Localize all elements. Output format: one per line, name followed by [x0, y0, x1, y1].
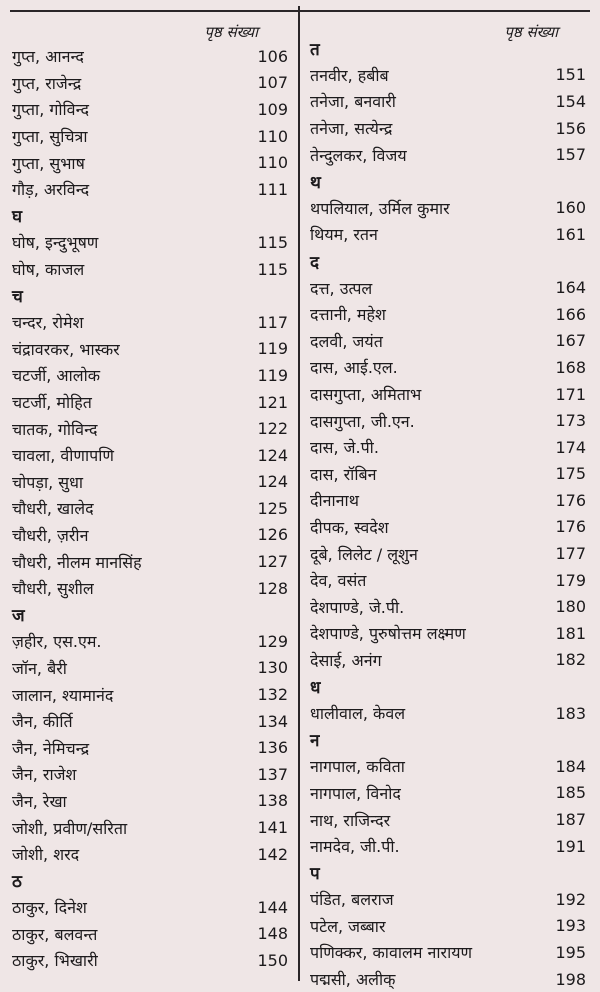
- entry-name: नागपाल, विनोद: [310, 783, 401, 803]
- entry-name: जोशी, शरद: [12, 845, 80, 865]
- entry-page-number: 166: [555, 304, 586, 324]
- entry-page-number: 124: [257, 445, 288, 465]
- entry-page-number: 191: [555, 836, 586, 856]
- index-entry: [310, 141, 586, 168]
- entry-name: दास, आई.एल.: [310, 358, 398, 378]
- entry-name: जैन, नेमिचन्द्र: [12, 738, 90, 758]
- entry-page-number: 181: [555, 623, 586, 643]
- entry-page-number: 177: [555, 544, 586, 564]
- entry-page-number: 176: [555, 517, 586, 537]
- entry-name: चौधरी, खालेद: [12, 499, 94, 519]
- entry-page-number: 168: [555, 357, 586, 377]
- entry-page-number: 182: [555, 650, 586, 670]
- index-entry: [310, 195, 586, 222]
- entry-name: चौधरी, नीलम मानसिंह: [12, 552, 142, 572]
- entry-name: गुप्त, आनन्द: [12, 47, 84, 67]
- index-entry: [12, 814, 288, 841]
- entry-page-number: 111: [257, 179, 288, 199]
- index-entry: [12, 522, 288, 549]
- entry-page-number: 150: [257, 950, 288, 970]
- index-entry: [310, 966, 586, 992]
- entry-name: दूबे, लिलेट / लूशुन: [310, 544, 418, 564]
- entry-name: थियम, रतन: [310, 225, 378, 245]
- entry-page-number: 134: [257, 711, 288, 731]
- entry-name: देशपाण्डे, जे.पी.: [310, 597, 405, 617]
- index-entry: [12, 43, 288, 70]
- page-number-header: पृष्ठ संख्या: [504, 23, 558, 41]
- index-entry: [12, 708, 288, 735]
- entry-page-number: 171: [555, 384, 586, 404]
- index-entry: [12, 149, 288, 176]
- index-entry: [12, 176, 288, 203]
- entry-page-number: 185: [555, 783, 586, 803]
- entry-page-number: 198: [555, 969, 586, 989]
- index-entry: [12, 309, 288, 336]
- entry-name: दासगुप्ता, अमिताभ: [310, 385, 422, 405]
- section-letter-label: त: [310, 39, 320, 60]
- index-entry: [310, 939, 586, 966]
- index-entry: [12, 894, 288, 921]
- entry-page-number: 138: [257, 791, 288, 811]
- entry-name: देव, वसंत: [310, 571, 367, 591]
- index-entry: [310, 780, 586, 807]
- entry-name: नामदेव, जी.पी.: [310, 837, 400, 857]
- section-letter-label: प: [310, 864, 320, 885]
- index-entry: [12, 469, 288, 496]
- entry-name: दास, रॉबिन: [310, 464, 377, 484]
- entry-page-number: 125: [257, 498, 288, 518]
- entry-name: गुप्ता, सुचित्रा: [12, 127, 88, 147]
- section-letter: [12, 601, 288, 628]
- entry-name: थपलियाल, उर्मिल कुमार: [310, 198, 450, 218]
- entry-page-number: 119: [257, 365, 288, 385]
- entry-name: ठाकुर, भिखारी: [12, 951, 98, 971]
- entry-name: चावला, वीणापणि: [12, 446, 114, 466]
- index-entry: [310, 753, 586, 780]
- index-entry: [310, 221, 586, 248]
- entry-name: दीपक, स्वदेश: [310, 517, 389, 537]
- entry-name: जैन, रेखा: [12, 791, 67, 811]
- entry-name: जैन, कीर्ति: [12, 712, 73, 732]
- entry-page-number: 136: [257, 738, 288, 758]
- entry-page-number: 154: [555, 91, 586, 111]
- entry-name: दत्तानी, महेश: [310, 305, 386, 325]
- index-entry: [310, 540, 586, 567]
- entry-page-number: 176: [555, 490, 586, 510]
- section-letter-label: ज: [12, 606, 25, 627]
- section-letter: [12, 203, 288, 230]
- entry-page-number: 174: [555, 437, 586, 457]
- index-list: [12, 43, 288, 974]
- section-letter: [12, 867, 288, 894]
- entry-page-number: 132: [257, 685, 288, 705]
- section-letter: [310, 248, 586, 275]
- index-entry: [310, 620, 586, 647]
- index-entry: [12, 70, 288, 97]
- entry-page-number: 161: [555, 224, 586, 244]
- entry-name: जॉन, बैरी: [12, 658, 67, 678]
- entry-name: ज़हीर, एस.एम.: [12, 632, 102, 652]
- index-entry: [12, 389, 288, 416]
- index-entry: [310, 461, 586, 488]
- section-letter: [310, 859, 586, 886]
- entry-name: दीनानाथ: [310, 491, 359, 511]
- entry-page-number: 157: [555, 145, 586, 165]
- index-entry: [12, 681, 288, 708]
- index-entry: [310, 88, 586, 115]
- index-entry: [310, 487, 586, 514]
- entry-page-number: 187: [555, 810, 586, 830]
- section-letter-label: ठ: [12, 872, 22, 893]
- index-entry: [310, 833, 586, 860]
- entry-name: चन्दर, रोमेश: [12, 313, 84, 333]
- section-letter-label: ध: [310, 678, 321, 699]
- index-entry: [310, 886, 586, 913]
- entry-name: गुप्त, राजेन्द्र: [12, 73, 82, 93]
- section-letter: [310, 168, 586, 195]
- entry-page-number: 117: [257, 312, 288, 332]
- entry-name: चौधरी, ज़रीन: [12, 525, 89, 545]
- entry-name: नाथ, राजिन्दर: [310, 810, 391, 830]
- index-entry: [12, 442, 288, 469]
- index-entry: [12, 788, 288, 815]
- index-entry: [12, 575, 288, 602]
- entry-page-number: 167: [555, 331, 586, 351]
- entry-page-number: 173: [555, 411, 586, 431]
- column-divider: [298, 6, 300, 981]
- index-entry: [310, 328, 586, 355]
- entry-page-number: 128: [257, 578, 288, 598]
- index-entry: [12, 761, 288, 788]
- entry-name: घोष, काजल: [12, 260, 85, 280]
- entry-name: पंडित, बलराज: [310, 890, 394, 910]
- entry-page-number: 122: [257, 419, 288, 439]
- index-entry: [12, 548, 288, 575]
- entry-page-number: 148: [257, 924, 288, 944]
- index-entry: [12, 655, 288, 682]
- entry-name: तनेजा, बनवारी: [310, 92, 396, 112]
- entry-page-number: 193: [555, 916, 586, 936]
- index-entry: [310, 62, 586, 89]
- entry-page-number: 160: [555, 198, 586, 218]
- entry-name: पणिक्कर, कावालम नारायण: [310, 943, 473, 963]
- index-entry: [12, 628, 288, 655]
- entry-page-number: 179: [555, 570, 586, 590]
- entry-page-number: 115: [257, 259, 288, 279]
- entry-page-number: 121: [257, 392, 288, 412]
- entry-name: चंद्रावरकर, भास्कर: [12, 339, 120, 359]
- entry-page-number: 142: [257, 844, 288, 864]
- entry-name: जालान, श्यामानंद: [12, 685, 114, 705]
- entry-name: ठाकुर, बलवन्त: [12, 924, 98, 944]
- entry-page-number: 180: [555, 597, 586, 617]
- entry-page-number: 195: [555, 942, 586, 962]
- entry-page-number: 107: [257, 73, 288, 93]
- entry-name: गुप्ता, गोविन्द: [12, 100, 90, 120]
- entry-page-number: 106: [257, 46, 288, 66]
- index-entry: [310, 407, 586, 434]
- section-letter-label: च: [12, 287, 23, 308]
- index-entry: [310, 700, 586, 727]
- entry-page-number: 141: [257, 818, 288, 838]
- index-entry: [12, 123, 288, 150]
- entry-name: घोष, इन्दुभूषण: [12, 233, 99, 253]
- entry-name: चटर्जी, मोहित: [12, 393, 92, 413]
- index-entry: [310, 301, 586, 328]
- index-entry: [12, 362, 288, 389]
- entry-name: ठाकुर, दिनेश: [12, 898, 87, 918]
- entry-page-number: 137: [257, 764, 288, 784]
- index-entry: [310, 274, 586, 301]
- index-entry: [310, 647, 586, 674]
- entry-name: देशपाण्डे, पुरुषोत्तम लक्ष्मण: [310, 624, 466, 644]
- entry-page-number: 124: [257, 472, 288, 492]
- entry-name: जोशी, प्रवीण/सरिता: [12, 818, 128, 838]
- index-entry: [310, 593, 586, 620]
- entry-name: गुप्ता, सुभाष: [12, 153, 85, 173]
- entry-page-number: 183: [555, 703, 586, 723]
- entry-page-number: 109: [257, 99, 288, 119]
- entry-page-number: 192: [555, 889, 586, 909]
- entry-name: दास, जे.पी.: [310, 438, 379, 458]
- entry-name: दत्त, उत्पल: [310, 278, 373, 298]
- entry-name: तेन्दुलकर, विजय: [310, 145, 407, 165]
- entry-page-number: 151: [555, 65, 586, 85]
- entry-page-number: 110: [257, 126, 288, 146]
- section-letter: [310, 726, 586, 753]
- section-letter-label: न: [310, 731, 320, 752]
- entry-name: गौड़, अरविन्द: [12, 180, 90, 200]
- index-entry: [310, 806, 586, 833]
- entry-page-number: 129: [257, 631, 288, 651]
- entry-name: धालीवाल, केवल: [310, 704, 406, 724]
- entry-page-number: 126: [257, 525, 288, 545]
- entry-name: दलवी, जयंत: [310, 331, 383, 351]
- entry-name: जैन, राजेश: [12, 765, 77, 785]
- section-letter: [310, 35, 586, 62]
- page-number-header: पृष्ठ संख्या: [204, 23, 258, 41]
- index-entry: [310, 115, 586, 142]
- index-entry: [310, 381, 586, 408]
- index-entry: [12, 229, 288, 256]
- index-entry: [12, 256, 288, 283]
- entry-name: चातक, गोविन्द: [12, 419, 98, 439]
- index-entry: [12, 336, 288, 363]
- index-entry: [12, 921, 288, 948]
- index-entry: [12, 947, 288, 974]
- entry-name: पद्मसी, अलीक्: [310, 970, 396, 990]
- entry-page-number: 115: [257, 232, 288, 252]
- entry-page-number: 184: [555, 756, 586, 776]
- index-entry: [12, 495, 288, 522]
- index-entry: [12, 734, 288, 761]
- index-entry: [310, 434, 586, 461]
- section-letter: [12, 282, 288, 309]
- entry-name: नागपाल, कविता: [310, 757, 405, 777]
- entry-name: दासगुप्ता, जी.एन.: [310, 411, 415, 431]
- section-letter-label: द: [310, 252, 320, 273]
- index-entry: [12, 415, 288, 442]
- entry-page-number: 127: [257, 552, 288, 572]
- entry-page-number: 164: [555, 278, 586, 298]
- index-entry: [310, 913, 586, 940]
- section-letter-label: घ: [12, 207, 23, 228]
- index-entry: [310, 514, 586, 541]
- entry-page-number: 130: [257, 658, 288, 678]
- entry-name: देसाई, अनंग: [310, 650, 382, 670]
- entry-page-number: 119: [257, 339, 288, 359]
- index-entry: [12, 841, 288, 868]
- entry-name: पटेल, जब्बार: [310, 916, 386, 936]
- top-rule: [10, 10, 590, 12]
- entry-page-number: 175: [555, 464, 586, 484]
- entry-page-number: 156: [555, 118, 586, 138]
- index-entry: [12, 96, 288, 123]
- entry-page-number: 144: [257, 897, 288, 917]
- section-letter-label: थ: [310, 172, 321, 193]
- index-entry: [310, 354, 586, 381]
- section-letter: [310, 673, 586, 700]
- index-entry: [310, 567, 586, 594]
- entry-name: चटर्जी, आलोक: [12, 366, 101, 386]
- entry-name: तनवीर, हबीब: [310, 65, 389, 85]
- entry-page-number: 110: [257, 153, 288, 173]
- entry-name: तनेजा, सत्येन्द्र: [310, 119, 393, 139]
- index-list: [310, 35, 586, 992]
- entry-name: चोपड़ा, सुधा: [12, 472, 84, 492]
- entry-name: चौधरी, सुशील: [12, 579, 94, 599]
